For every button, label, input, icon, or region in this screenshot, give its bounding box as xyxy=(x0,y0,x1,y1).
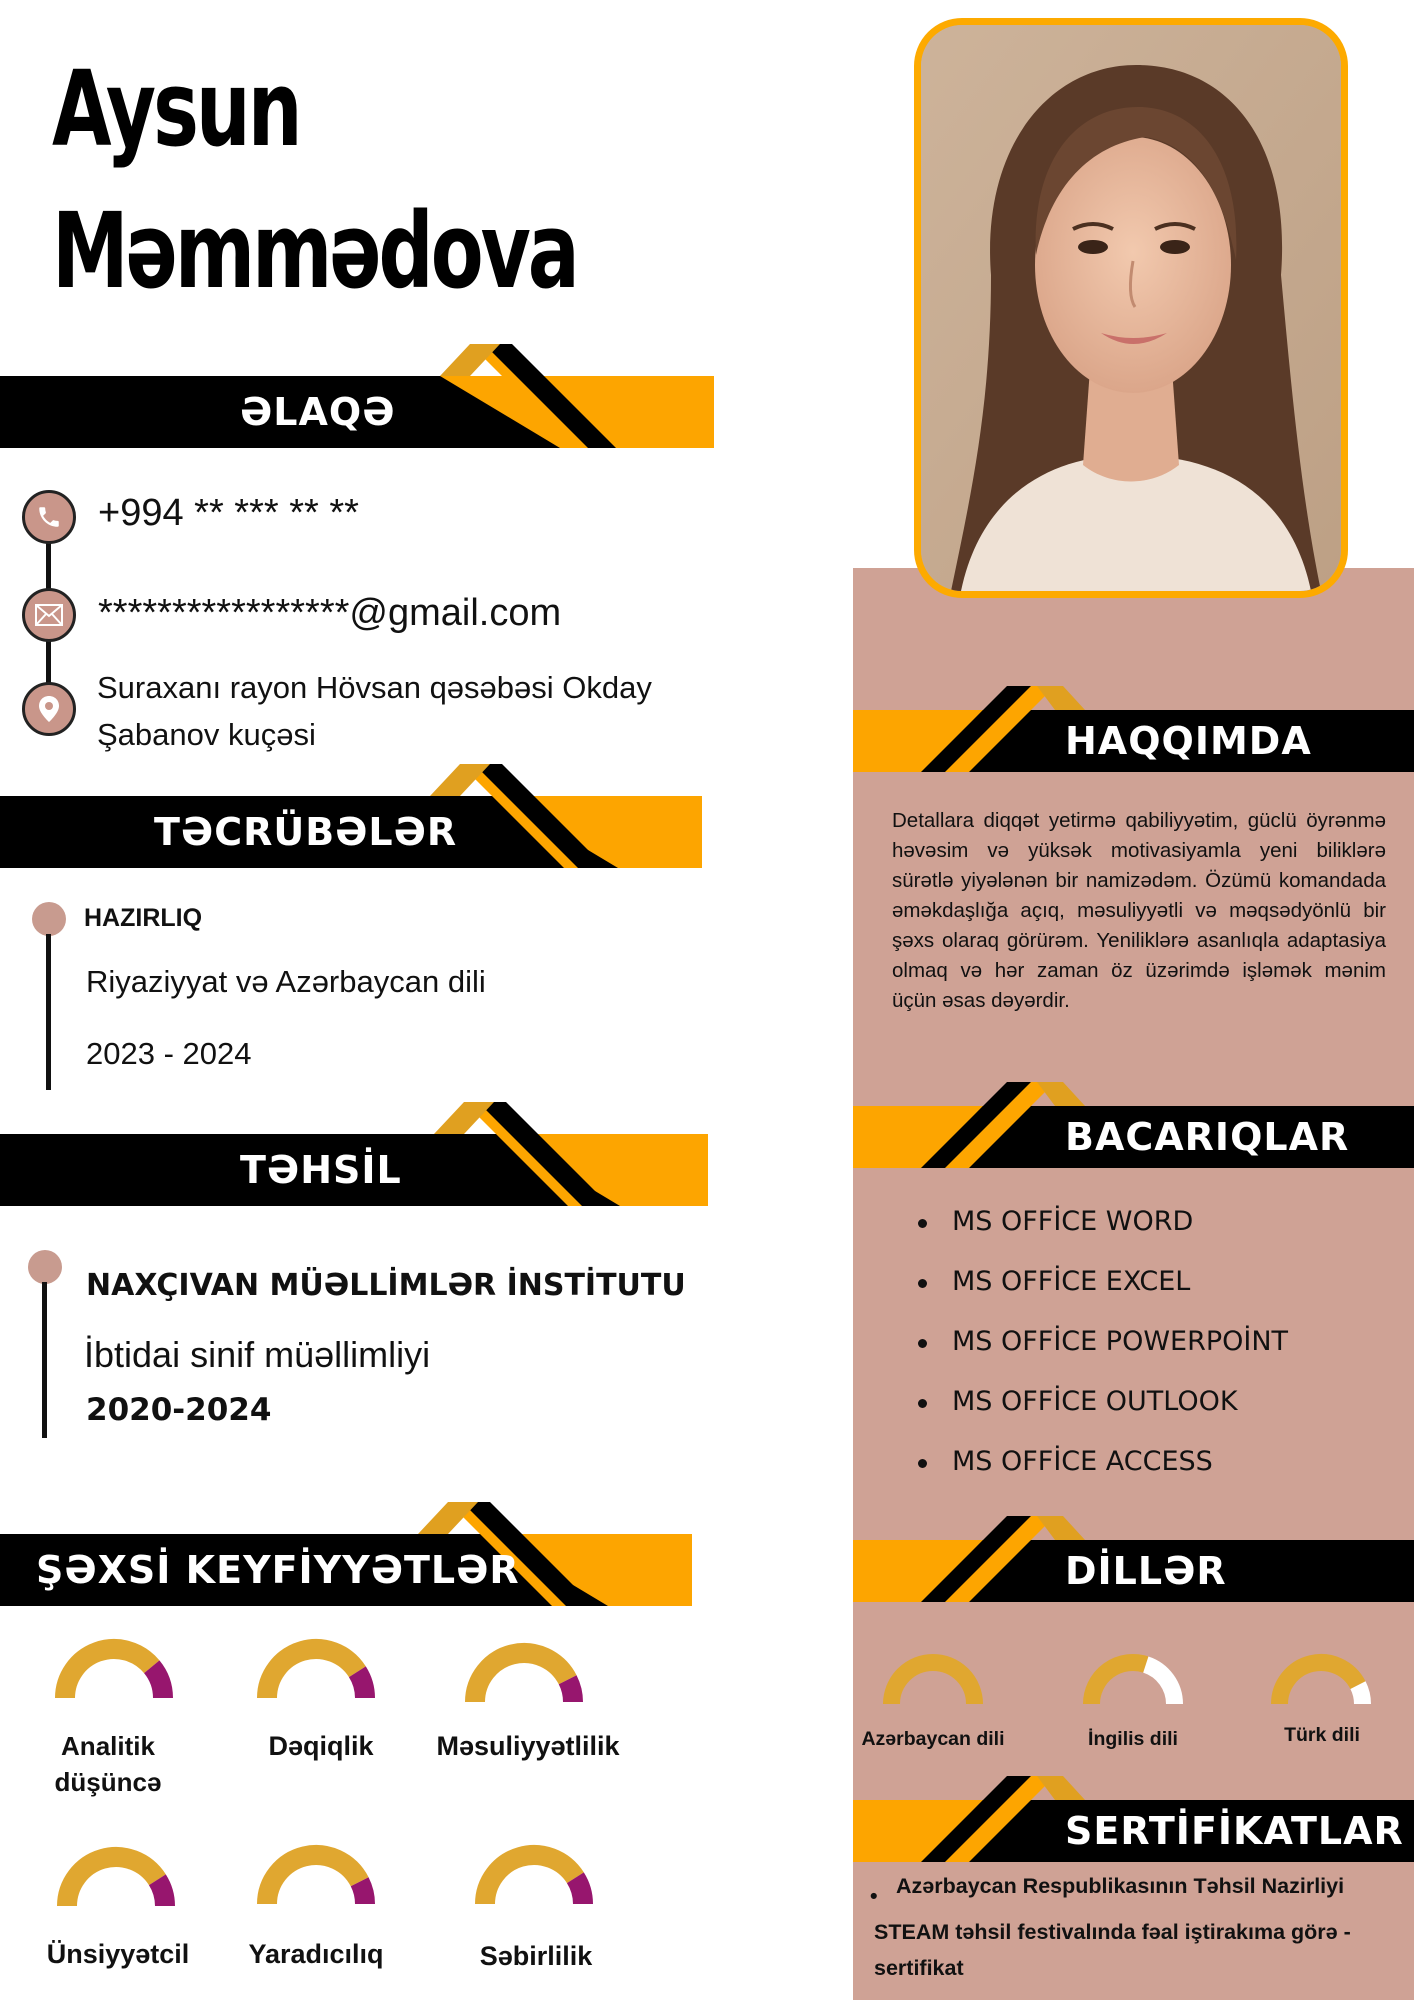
quality-gauge-analytic xyxy=(54,1636,174,1700)
portrait-image xyxy=(921,25,1341,591)
languages-banner xyxy=(853,1540,1414,1602)
quality-label: Dəqiqlik xyxy=(268,1731,374,1761)
quality-label: Məsuliyyətlilik xyxy=(436,1731,620,1761)
timeline-dot xyxy=(32,902,66,936)
gauge-remainder xyxy=(575,1878,583,1904)
experience-role: HAZIRLIQ xyxy=(84,904,203,932)
first-name: Aysun xyxy=(52,48,300,170)
quality-gauge-communicative xyxy=(56,1844,176,1908)
qualities-title: ŞƏXSİ KEYFİYYƏTLƏR xyxy=(36,1548,520,1592)
about-text: Detallara diqqət yetirmə qabiliyyətim, güclü öyrənmə həvəsim və yüksək motivasiyamla yeni biliklərə sürətlə yiyələnən bir namizədəm. Özümü komandada əməkdaşlığa açıq, məsuliyyətli və məqsədyönlü bir şəxs olaraq görürəm. Yeniliklərə asanlıqla adaptasiya olmaq və hər zaman öz üzərimdə işləmək mənim üçün əsas dəyərdir. xyxy=(892,809,1386,1012)
quality-label-line: Analitik xyxy=(61,1731,155,1761)
certificate-line-1: Azərbaycan Respublikasının Təhsil Nazirliyi xyxy=(896,1874,1345,1898)
skill-item: MS OFFİCE EXCEL xyxy=(918,1252,1288,1312)
gauge-fill xyxy=(65,1649,152,1698)
gauge-remainder xyxy=(1358,1685,1363,1704)
skill-item: MS OFFİCE OUTLOOK xyxy=(918,1372,1288,1432)
certificate-line-2: STEAM təhsil festivalında fəal iştirakıma görə - xyxy=(874,1920,1351,1944)
education-banner xyxy=(0,1134,708,1206)
experience-years: 2023 - 2024 xyxy=(86,1036,252,1071)
experience-subject: Riyaziyyat və Azərbaycan dili xyxy=(86,964,486,999)
gauge-fill xyxy=(1280,1663,1358,1705)
gauge-fill xyxy=(892,1663,975,1705)
timeline-dot xyxy=(28,1250,62,1284)
qualities-banner xyxy=(0,1534,692,1606)
language-label: Türk dili xyxy=(1284,1724,1360,1746)
education-timeline xyxy=(42,1282,47,1438)
gauge-fill xyxy=(267,1649,357,1698)
experience-title: TƏCRÜBƏLƏR xyxy=(154,810,458,854)
gauge-remainder xyxy=(357,1672,365,1698)
skill-item: MS OFFİCE ACCESS xyxy=(918,1432,1288,1492)
gauge-fill xyxy=(485,1855,575,1904)
phone-icon xyxy=(22,490,76,544)
quality-gauge-creative xyxy=(256,1842,376,1906)
certificate-bullet: • xyxy=(870,1884,878,1908)
mail-icon xyxy=(22,588,76,642)
language-label: Azərbaycan dili xyxy=(861,1728,1005,1750)
gauge-remainder xyxy=(360,1882,365,1904)
contact-title: ƏLAQƏ xyxy=(240,390,396,434)
quality-label: Ünsiyyətcil xyxy=(46,1939,190,1969)
quality-label xyxy=(28,1728,188,1800)
languages-title: DİLLƏR xyxy=(1065,1549,1227,1593)
language-gauge-turkish xyxy=(1270,1650,1372,1706)
location-icon xyxy=(22,682,76,736)
experience-timeline xyxy=(46,934,51,1090)
profile-photo xyxy=(914,18,1348,598)
skill-item: MS OFFİCE POWERPOİNT xyxy=(918,1312,1288,1372)
gauge-remainder xyxy=(152,1667,163,1698)
banner-stripe xyxy=(434,1102,634,1206)
skills-banner xyxy=(853,1106,1414,1168)
skill-item: MS OFFİCE WORD xyxy=(918,1192,1288,1252)
gauge-fill xyxy=(1092,1663,1146,1705)
quality-label: Səbirlilik xyxy=(479,1941,593,1971)
language-label: İngilis dili xyxy=(1088,1728,1178,1750)
address-line-1: Suraxanı rayon Hövsan qəsəbəsi Okday xyxy=(97,670,652,705)
contact-banner xyxy=(0,376,714,448)
gauge-remainder xyxy=(568,1680,573,1702)
certificates-title: SERTİFİKATLAR xyxy=(1065,1809,1404,1853)
education-years: 2020-2024 xyxy=(86,1392,272,1428)
gauge-fill xyxy=(267,1855,360,1904)
banner-stripe xyxy=(440,344,640,448)
last-name: Məmmədova xyxy=(52,190,577,312)
skills-title: BACARIQLAR xyxy=(1065,1115,1350,1159)
education-title: TƏHSİL xyxy=(240,1148,402,1192)
gauge-fill xyxy=(475,1653,568,1702)
about-banner xyxy=(853,710,1414,772)
certificate-line-3: sertifikat xyxy=(874,1956,964,1980)
gauge-remainder xyxy=(1146,1665,1175,1704)
education-institution: NAXÇIVAN MÜƏLLİMLƏR İNSTİTUTU xyxy=(86,1268,686,1303)
language-gauge-azerbaijani xyxy=(882,1650,984,1706)
education-degree: İbtidai sinif müəllimliyi xyxy=(84,1334,431,1375)
address-line-2: Şabanov kuçəsi xyxy=(97,717,316,752)
quality-label: Yaradıcılıq xyxy=(248,1939,384,1969)
gauge-fill xyxy=(67,1857,157,1906)
skills-list xyxy=(918,1192,1288,1492)
gauge-remainder xyxy=(157,1880,165,1906)
banner-stripe xyxy=(430,764,630,868)
quality-gauge-patience xyxy=(474,1842,594,1906)
email-address: *****************@gmail.com xyxy=(98,592,562,634)
quality-gauge-precision xyxy=(256,1636,376,1700)
about-title: HAQQIMDA xyxy=(1065,719,1312,763)
candidate-name xyxy=(52,38,577,322)
quality-label-line: düşüncə xyxy=(54,1767,162,1797)
experience-banner xyxy=(0,796,702,868)
phone-number: +994 ** *** ** ** xyxy=(98,492,359,534)
certificates-banner xyxy=(853,1800,1414,1862)
quality-gauge-responsibility xyxy=(464,1640,584,1704)
language-gauge-english xyxy=(1082,1650,1184,1706)
